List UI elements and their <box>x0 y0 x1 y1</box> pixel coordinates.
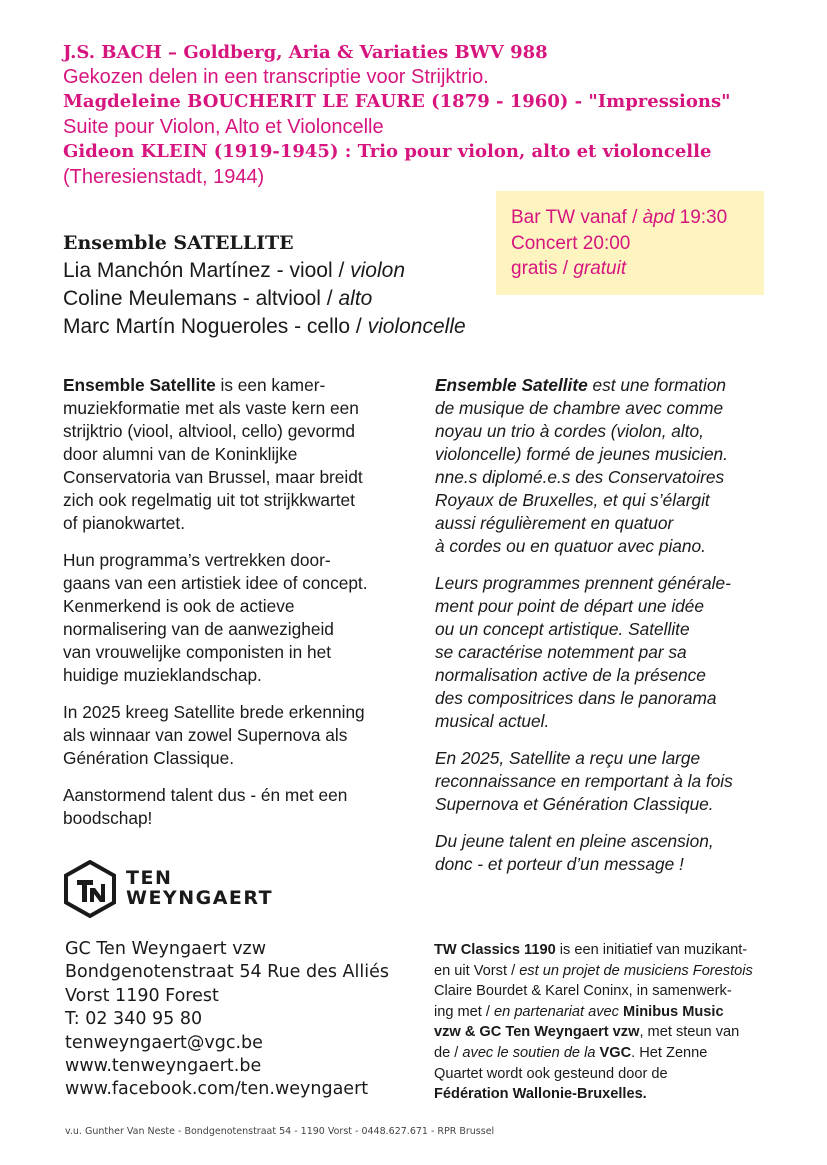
logo-wordmark: TEN WEYNGAERT <box>126 867 274 909</box>
concert-time: Concert 20:00 <box>511 233 631 254</box>
phone[interactable]: T: 02 340 95 80 <box>65 1009 203 1030</box>
member-2: Coline Meulemans - altviool / alto <box>63 287 373 310</box>
city: Vorst 1190 Forest <box>65 985 219 1006</box>
nl-paragraph-3: In 2025 kreeg Satellite brede erkenning als winnaar van zowel Supernova als Génération Classique. <box>63 702 365 768</box>
dutch-column <box>63 374 423 844</box>
program-bach-title: J.S. BACH – Goldberg, Aria & Variaties BWV 988 <box>63 42 548 63</box>
fr-paragraph-1: Ensemble Satellite est une formation de musique de chambre avec comme noyau un trio à cordes (violon, alto, violoncelle) formé de jeunes musicien. nne.s diplomé.e.s des Conservatoires Royaux de Bruxelles, et qui s’élargit aussi régulièrement en quatuor à cordes ou en quatuor avec piano. <box>435 375 728 556</box>
program-klein-title: Gideon KLEIN (1919-1945) : Trio pour violon, alto et violoncelle <box>63 141 712 162</box>
org-name: GC Ten Weyngaert vzw <box>65 939 267 959</box>
program-klein-subtitle: (Theresienstadt, 1944) <box>63 166 265 188</box>
member-1: Lia Manchón Martínez - viool / violon <box>63 259 406 282</box>
fr-paragraph-4: Du jeune talent en pleine ascension, donc - et porteur d’un message ! <box>435 831 714 874</box>
nl-paragraph-1: Ensemble Satellite is een kamer- muziekformatie met als vaste kern een strijktrio (viool, altviool, cello) gevormd door alumni van de Koninklijke Conservatoria van Brussel, maar breidt zich ook regelmatig uit tot strijkkwartet of pianokwartet. <box>63 375 363 533</box>
email-link[interactable]: tenweyngaert@vgc.be <box>65 1032 263 1053</box>
program-boucherit-title: Magdeleine BOUCHERIT LE FAURE (1879 - 1960) - "Impressions" <box>63 91 731 112</box>
facebook-link[interactable]: www.facebook.com/ten.weyngaert <box>65 1079 369 1100</box>
event-info-box <box>496 191 764 295</box>
member-3: Marc Martín Nogueroles - cello / violoncelle <box>63 315 466 338</box>
ensemble-title: Ensemble SATELLITE <box>63 232 294 254</box>
website-link[interactable]: www.tenweyngaert.be <box>65 1056 262 1077</box>
french-column <box>435 374 795 890</box>
program-bach-subtitle: Gekozen delen in een transcriptie voor Strijktrio. <box>63 66 489 88</box>
hexagon-logo-icon <box>63 860 117 918</box>
program-list <box>63 42 730 191</box>
nl-paragraph-2: Hun programma’s vertrekken door- gaans van een artistiek idee of concept. Kenmerkend is ook de actieve normalisering van de aanwezigheid van vrouwelijke componisten in het huidige muzieklandschap. <box>63 550 368 685</box>
publisher-footer: v.u. Gunther Van Neste - Bondgenotenstraat 54 - 1190 Vorst - 0448.627.671 - RPR Brussel <box>65 1126 495 1137</box>
street: Bondgenotenstraat 54 Rue des Alliés <box>65 962 389 983</box>
fr-paragraph-3: En 2025, Satellite a reçu une large reconnaissance en remportant à la fois Supernova et Génération Classique. <box>435 748 733 814</box>
program-boucherit-subtitle: Suite pour Violon, Alto et Violoncelle <box>63 116 384 138</box>
contact-address <box>65 938 389 1102</box>
credits-text: TW Classics 1190 is een initiatief van muzikant- en uit Vorst / est un projet de musiciens Forestois Claire Bourdet & Karel Coninx, in samenwerk- ing met / en partenariat avec Minibus Music vzw & GC Ten Weyngaert vzw, met steun van de / avec le soutien de la VGC. Het Zenne Quartet wordt ook gesteund door de Fédération Wallonie-Bruxelles. <box>434 942 753 1103</box>
nl-paragraph-4: Aanstormend talent dus - én met een boodschap! <box>63 785 348 828</box>
ten-weyngaert-logo <box>63 860 273 916</box>
fr-paragraph-2: Leurs programmes prennent générale- ment pour point de départ une idée ou un concept artistique. Satellite se caractérise notemment par sa normalisation active de la présence des compositrices dans le panorama musical actuel. <box>435 573 731 731</box>
bar-time: Bar TW vanaf / àpd 19:30 <box>511 207 728 228</box>
admission-price: gratis / gratuit <box>511 258 627 279</box>
